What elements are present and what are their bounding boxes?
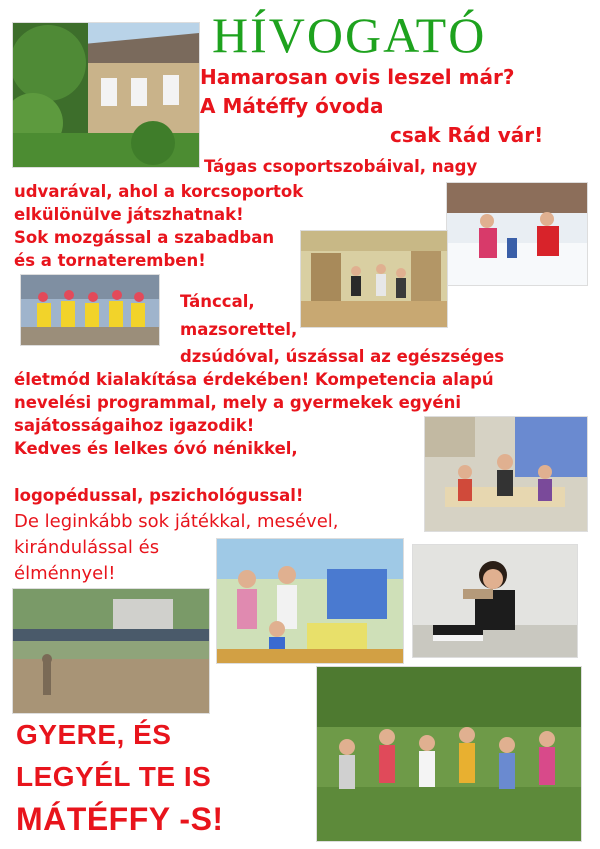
body-line-16: logopédussal, pszichológussal! bbox=[14, 486, 304, 505]
kindergarten-building-photo bbox=[12, 22, 200, 168]
body-line-14: sajátosságaihoz igazodik! bbox=[14, 416, 255, 435]
body-line-12: életmód kialakítása érdekében! Kompetencia alapú bbox=[14, 370, 494, 389]
outdoor-dance-photo bbox=[316, 666, 582, 842]
body-line-13: nevelési programmal, mely a gyermekek egyéni bbox=[14, 393, 461, 412]
gym-photo bbox=[300, 230, 448, 328]
body-line-17: De leginkább sok játékkal, mesével, bbox=[14, 511, 339, 532]
headline-line-2: A Mátéffy óvoda bbox=[200, 94, 384, 118]
cta-line-2: LEGYÉL TE IS bbox=[16, 761, 212, 792]
body-line-10: mazsorettel, bbox=[180, 320, 298, 339]
toys-play-photo bbox=[216, 538, 404, 664]
classroom-photo bbox=[424, 416, 588, 532]
body-line-6: elkülönülve játszhatnak! bbox=[14, 205, 244, 224]
body-line-8: és a tornateremben! bbox=[14, 251, 206, 270]
page-title: HÍVOGATÓ bbox=[212, 7, 487, 63]
body-line-9: Tánccal, bbox=[180, 292, 255, 311]
body-line-4: Tágas csoportszobáival, nagy bbox=[204, 157, 478, 176]
cta-line-1: GYERE, ÉS bbox=[16, 719, 172, 750]
body-line-5: udvarával, ahol a korcsoportok bbox=[14, 182, 304, 201]
body-line-15: Kedves és lelkes óvó nénikkel, bbox=[14, 439, 298, 458]
body-line-18: kirándulással és bbox=[14, 537, 160, 558]
majorette-photo bbox=[20, 274, 160, 346]
storyteller-photo bbox=[412, 544, 578, 658]
snow-play-photo bbox=[446, 182, 588, 286]
excursion-photo bbox=[12, 588, 210, 714]
headline-line-1: Hamarosan ovis leszel már? bbox=[200, 65, 515, 89]
headline-line-3: csak Rád vár! bbox=[390, 123, 544, 147]
body-line-7: Sok mozgással a szabadban bbox=[14, 228, 275, 247]
body-line-19: élménnyel! bbox=[14, 563, 116, 584]
cta-line-3: MÁTÉFFY -S! bbox=[16, 801, 224, 837]
body-line-11: dzsúdóval, úszással az egészséges bbox=[180, 347, 505, 366]
